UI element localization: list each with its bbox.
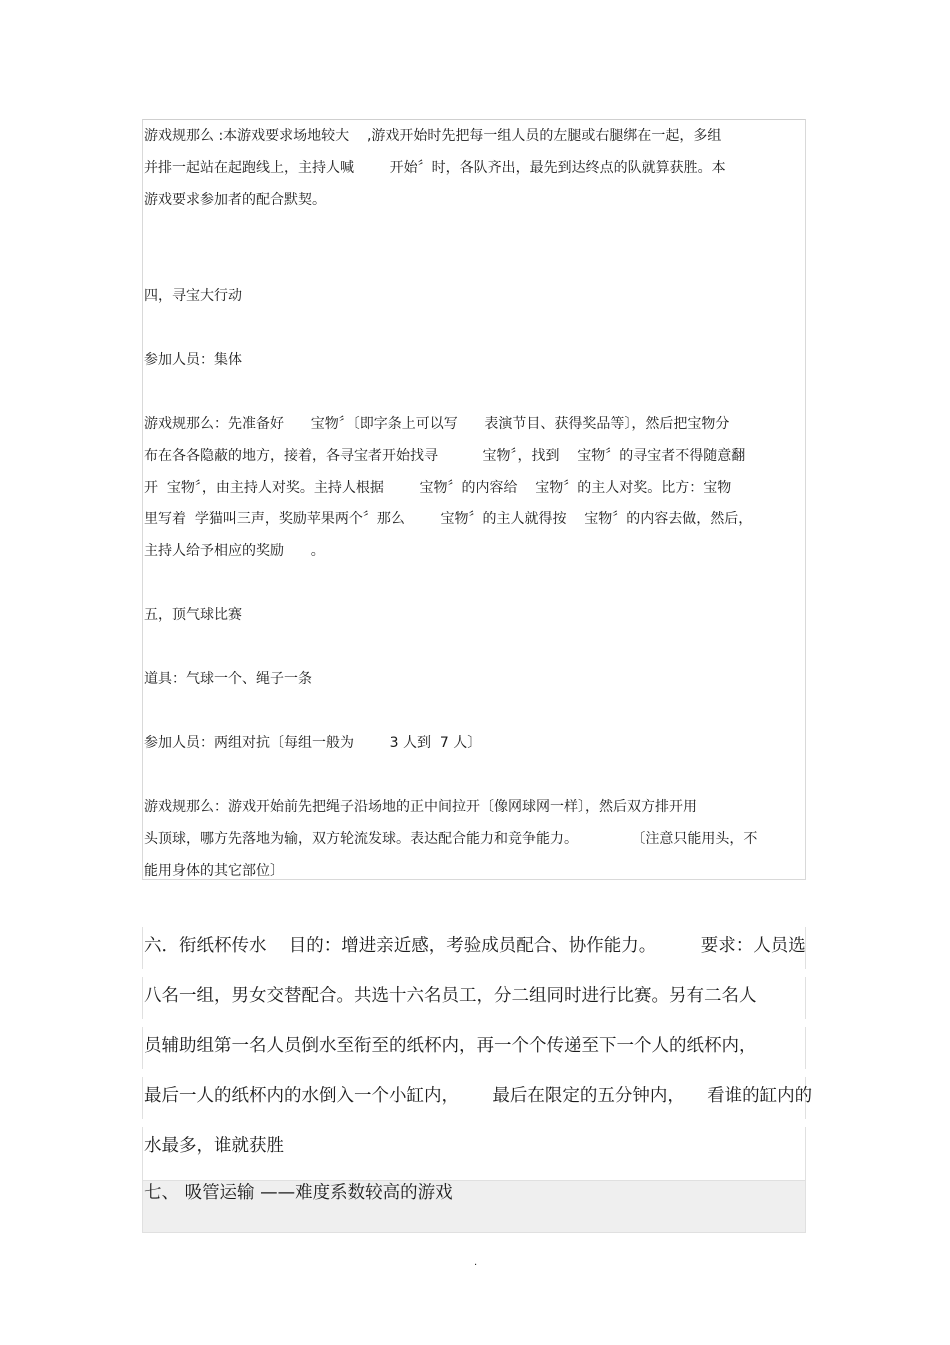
text-line: 头顶球，哪方先落地为输，双方轮流发球。表达配合能力和竞争能力。 〔注意只能用头，不 xyxy=(144,831,758,847)
text-line: 游戏要求参加者的配合默契。 xyxy=(144,192,326,208)
upper-text-box xyxy=(142,119,806,880)
text-line: 里写着 学猫叫三声，奖励苹果两个〞那么 宝物〞的主人就得按 宝物〞的内容去做，然后， xyxy=(144,511,753,527)
text-line: 道具：气球一个、绳子一条 xyxy=(144,671,312,687)
text-line: 主持人给予相应的奖励 。 xyxy=(144,543,325,559)
text-line: 游戏规那么 :本游戏要求场地较大 ,游戏开始时先把每一组人员的左腿或右腿绑在一起，多组 xyxy=(144,128,722,144)
section6-line: 员辅助组第一名人员倒水至衔至的纸杯内，再一个个传递至下一个人的纸杯内， xyxy=(144,1036,757,1056)
text-line: 能用身体的其它部位〕 xyxy=(144,863,284,879)
section6-line: 六．衔纸杯传水 目的：增进亲近感，考验成员配合、协作能力。 要求：人员选 xyxy=(144,936,806,956)
section6-line: 八名一组，男女交替配合。共选十六名员工，分二组同时进行比赛。另有二名人 xyxy=(144,986,757,1006)
text-line: 游戏规那么：游戏开始前先把绳子沿场地的正中间拉开〔像网球网一样〕，然后双方排开用 xyxy=(144,799,697,815)
text-line: 布在各各隐蔽的地方，接着，各寻宝者开始找寻 宝物〞，找到 宝物〞的寻宝者不得随意翻 xyxy=(144,448,746,464)
text-line: 参加人员：集体 xyxy=(144,352,242,368)
section-heading-5: 五，顶气球比赛 xyxy=(144,607,242,623)
text-line: 并排一起站在起跑线上，主持人喊 开始〞时，各队齐出，最先到达终点的队就算获胜。本 xyxy=(144,160,726,176)
text-line: 参加人员：两组对抗〔每组一般为 3 人到 7 人〕 xyxy=(144,735,482,751)
section7-title: 七、 吸管运输 ——难度系数较高的游戏 xyxy=(144,1183,453,1203)
text-line: 游戏规那么：先准备好 宝物〞〔即字条上可以写 表演节目、获得奖品等〕，然后把宝物分 xyxy=(144,416,730,432)
section6-line: 最后一人的纸杯内的水倒入一个小缸内， 最后在限定的五分钟内， 看谁的缸内的 xyxy=(144,1086,813,1106)
section-heading-4: 四，寻宝大行动 xyxy=(144,288,242,304)
footer-dot: . xyxy=(474,1257,478,1268)
text-line: 开 宝物〞，由主持人对奖。主持人根据 宝物〞的内容给 宝物〞的主人对奖。比方：宝物 xyxy=(144,480,732,496)
section6-line: 水最多，谁就获胜 xyxy=(144,1136,284,1156)
